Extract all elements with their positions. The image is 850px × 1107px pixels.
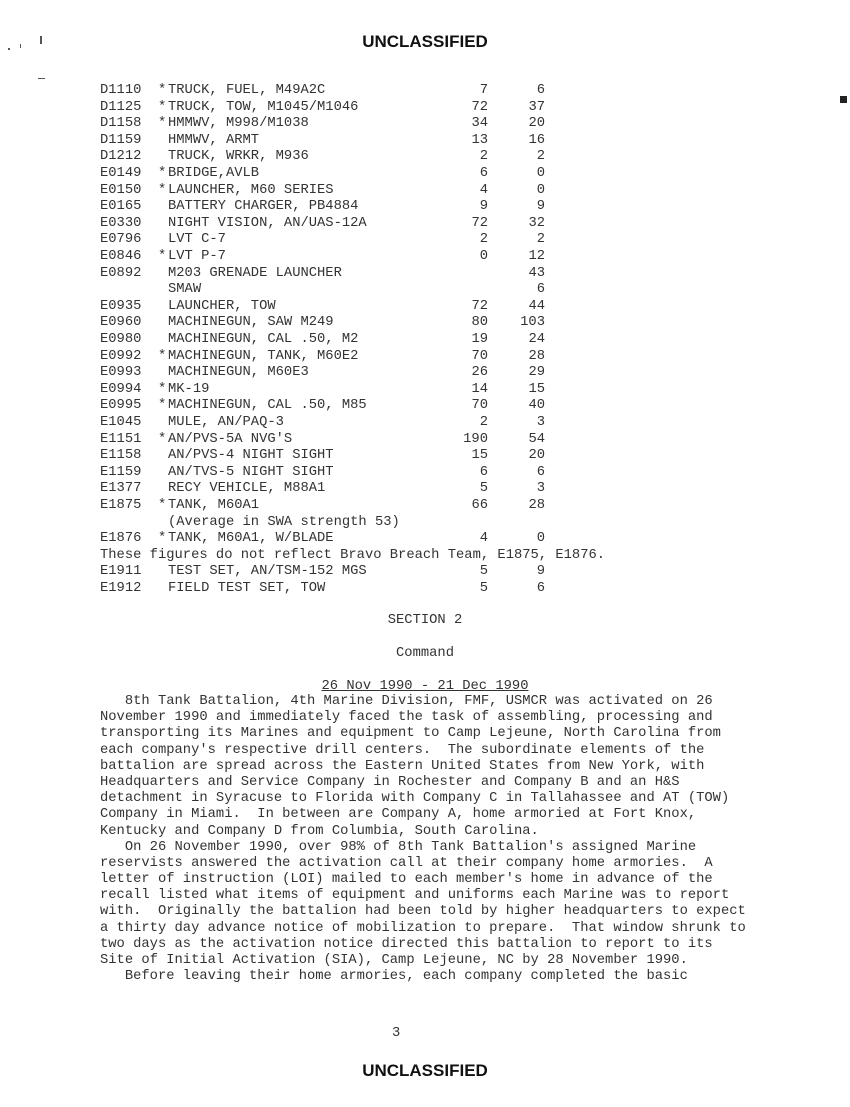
quantity-2: 20 (528, 116, 545, 132)
quantity-2: 6 (536, 83, 545, 98)
critical-marker: * (158, 398, 167, 414)
table-row (0, 249, 850, 265)
table-row (0, 398, 850, 414)
critical-marker: * (158, 498, 167, 513)
table-row (0, 83, 850, 99)
table-row (0, 282, 850, 298)
item-description: TRUCK, WRKR, M936 (168, 149, 309, 165)
item-description: RECY VEHICLE, M88A1 (168, 481, 326, 497)
table-row (0, 498, 850, 514)
table-row (0, 548, 850, 564)
item-description: MACHINEGUN, M60E3 (168, 365, 309, 381)
item-description: LAUNCHER, M60 SERIES (168, 182, 334, 198)
critical-marker: * (158, 348, 167, 364)
table-row (0, 232, 850, 248)
item-description: BRIDGE,AVLB (168, 166, 260, 181)
quantity-1: 7 (479, 83, 488, 98)
body-text (100, 694, 746, 985)
item-description: SMAW (168, 282, 202, 298)
item-description: TRUCK, FUEL, M49A2C (168, 83, 326, 98)
item-code: D1212 (100, 149, 142, 165)
table-row (0, 116, 850, 132)
quantity-1: 26 (471, 365, 488, 381)
critical-marker: * (158, 531, 167, 547)
critical-marker: * (158, 166, 167, 181)
body-line: Company in Miami. In between are Company A, home armoried at Fort Knox, (100, 807, 697, 823)
item-code: D1158 (100, 116, 142, 132)
quantity-2: 16 (528, 132, 545, 148)
quantity-1: 5 (479, 481, 488, 497)
body-line: November 1990 and immediately faced the task of assembling, processing and (100, 710, 713, 726)
classification-footer: UNCLASSIFIED (362, 1061, 488, 1080)
item-code: D1110 (100, 83, 142, 98)
table-row (0, 448, 850, 464)
date-range (0, 679, 850, 695)
quantity-1: 2 (479, 415, 488, 430)
quantity-1: 34 (471, 116, 488, 132)
item-code: E1159 (100, 464, 142, 480)
scan-speck (8, 48, 10, 50)
quantity-2: 9 (536, 564, 545, 580)
quantity-2: 40 (528, 398, 545, 414)
quantity-2: 12 (528, 249, 545, 264)
quantity-2: 54 (528, 431, 545, 447)
quantity-2: 0 (536, 531, 545, 547)
item-code: E0796 (100, 232, 142, 248)
quantity-1: 72 (471, 99, 488, 115)
section-subtitle: Command (396, 646, 454, 661)
table-row (0, 415, 850, 431)
table-row (0, 581, 850, 597)
item-description: AN/TVS-5 NIGHT SIGHT (168, 464, 334, 480)
item-description: MACHINEGUN, CAL .50, M2 (168, 332, 359, 347)
table-row (0, 100, 850, 116)
item-code: E1377 (100, 481, 142, 497)
quantity-2: 6 (536, 581, 545, 596)
quantity-1: 66 (471, 498, 488, 513)
item-code: E0980 (100, 332, 142, 347)
quantity-2: 44 (528, 298, 545, 314)
quantity-2: 103 (520, 315, 545, 331)
table-row (0, 382, 850, 398)
table-row (0, 199, 850, 215)
item-code: E0330 (100, 215, 142, 231)
table-row (0, 266, 850, 282)
body-line: with. Originally the battalion had been told by higher headquarters to expect (100, 904, 746, 920)
quantity-2: 15 (528, 381, 545, 397)
table-row (0, 315, 850, 331)
item-description: (Average in SWA strength 53) (168, 514, 400, 530)
quantity-1: 72 (471, 298, 488, 314)
quantity-2: 6 (536, 282, 545, 298)
table-row (0, 183, 850, 199)
quantity-1: 13 (471, 132, 488, 148)
quantity-1: 70 (471, 348, 488, 364)
critical-marker: * (158, 116, 167, 132)
quantity-1: 190 (463, 431, 488, 447)
body-line: detachment in Syracuse to Florida with Company C in Tallahassee and AT (TOW) (100, 791, 730, 807)
body-line: Site of Initial Activation (SIA), Camp Lejeune, NC by 28 November 1990. (100, 953, 688, 968)
item-code: E0165 (100, 199, 142, 215)
quantity-2: 9 (536, 199, 545, 215)
item-code: E1912 (100, 581, 142, 596)
item-description: LVT P-7 (168, 249, 226, 264)
critical-marker: * (158, 381, 167, 397)
body-line: On 26 November 1990, over 98% of 8th Tank Battalion's assigned Marine (100, 839, 697, 855)
quantity-1: 70 (471, 398, 488, 414)
item-code: E1045 (100, 415, 142, 430)
item-code: D1159 (100, 132, 142, 148)
body-line: Kentucky and Company D from Columbia, South Carolina. (100, 823, 539, 839)
quantity-1: 72 (471, 215, 488, 231)
critical-marker: * (158, 83, 167, 98)
table-row (0, 531, 850, 547)
item-code: E1911 (100, 564, 142, 580)
item-description: MACHINEGUN, CAL .50, M85 (168, 398, 367, 414)
item-description: MULE, AN/PAQ-3 (168, 415, 284, 430)
table-row (0, 465, 850, 481)
item-code: E0892 (100, 265, 142, 281)
quantity-1: 15 (471, 448, 488, 464)
quantity-1: 4 (479, 531, 488, 547)
item-code: D1125 (100, 99, 142, 115)
item-description: FIELD TEST SET, TOW (168, 581, 326, 596)
item-code: E0960 (100, 315, 142, 331)
item-code: E0995 (100, 398, 142, 414)
item-description: MACHINEGUN, TANK, M60E2 (168, 348, 359, 364)
item-description: AN/PVS-4 NIGHT SIGHT (168, 448, 334, 464)
table-row (0, 299, 850, 315)
item-code: E1876 (100, 531, 142, 547)
table-note: These figures do not reflect Bravo Breach Team, E1875, E1876. (100, 547, 606, 563)
body-line: letter of instruction (LOI) mailed to each member's home in advance of the (100, 872, 713, 888)
item-code: E0846 (100, 249, 142, 264)
body-line: a thirty day advance notice of mobilization to prepare. That window shrunk to (100, 920, 746, 936)
quantity-1: 4 (479, 182, 488, 198)
quantity-1: 6 (479, 166, 488, 181)
quantity-1: 2 (479, 232, 488, 248)
quantity-1: 19 (471, 332, 488, 347)
body-line: recall listed what items of equipment and uniforms each Marine was to report (100, 888, 730, 904)
quantity-1: 14 (471, 381, 488, 397)
table-row (0, 481, 850, 497)
item-description: HMMWV, M998/M1038 (168, 116, 309, 132)
item-description: LAUNCHER, TOW (168, 298, 276, 314)
item-description: NIGHT VISION, AN/UAS-12A (168, 215, 367, 231)
item-code: E1151 (100, 431, 142, 447)
quantity-1: 2 (479, 149, 488, 165)
body-line: two days as the activation notice directed this battalion to report to its (100, 936, 713, 952)
scan-speck (20, 44, 21, 48)
quantity-2: 2 (536, 232, 545, 248)
table-row (0, 349, 850, 365)
quantity-1: 5 (479, 564, 488, 580)
critical-marker: * (158, 99, 167, 115)
item-code: E0935 (100, 298, 142, 314)
page-number: 3 (392, 1026, 401, 1041)
quantity-1: 6 (479, 464, 488, 480)
quantity-2: 20 (528, 448, 545, 464)
item-description: TRUCK, TOW, M1045/M1046 (168, 99, 359, 115)
table-row (0, 166, 850, 182)
quantity-2: 3 (536, 415, 545, 430)
scan-speck (38, 78, 45, 79)
quantity-2: 3 (536, 481, 545, 497)
body-line: each company's respective drill centers. The subordinate elements of the (100, 742, 705, 758)
item-description: AN/PVS-5A NVG'S (168, 431, 293, 447)
scan-speck (40, 36, 42, 44)
critical-marker: * (158, 249, 167, 264)
item-code: E0993 (100, 365, 142, 381)
quantity-2: 2 (536, 149, 545, 165)
quantity-2: 43 (528, 265, 545, 281)
body-line: 8th Tank Battalion, 4th Marine Division, FMF, USMCR was activated on 26 (100, 694, 713, 709)
quantity-2: 32 (528, 215, 545, 231)
date-range-text: 26 Nov 1990 - 21 Dec 1990 (321, 679, 529, 694)
item-code: E1875 (100, 498, 142, 513)
quantity-2: 29 (528, 365, 545, 381)
item-description: HMMWV, ARMT (168, 132, 260, 148)
body-line: reservists answered the activation call at their company home armories. A (100, 855, 713, 871)
item-description: TANK, M60A1 (168, 498, 260, 513)
quantity-2: 0 (536, 166, 545, 181)
quantity-1: 5 (479, 581, 488, 596)
critical-marker: * (158, 182, 167, 198)
table-row (0, 149, 850, 165)
critical-marker: * (158, 431, 167, 447)
quantity-2: 0 (536, 182, 545, 198)
item-description: LVT C-7 (168, 232, 226, 248)
item-description: BATTERY CHARGER, PB4884 (168, 199, 359, 215)
table-row (0, 515, 850, 531)
item-code: E0150 (100, 182, 142, 198)
table-row (0, 432, 850, 448)
table-row (0, 564, 850, 580)
body-line: transporting its Marines and equipment to Camp Lejeune, North Carolina from (100, 726, 721, 742)
table-row (0, 133, 850, 149)
quantity-2: 28 (528, 348, 545, 364)
quantity-2: 28 (528, 498, 545, 513)
body-line: battalion are spread across the Eastern United States from New York, with (100, 758, 705, 774)
body-line: Before leaving their home armories, each company completed the basic (100, 969, 688, 985)
item-code: E1158 (100, 448, 142, 464)
table-row (0, 365, 850, 381)
quantity-2: 6 (536, 464, 545, 480)
item-code: E0994 (100, 381, 142, 397)
item-code: E0992 (100, 348, 142, 364)
item-description: M203 GRENADE LAUNCHER (168, 265, 342, 281)
body-line: Headquarters and Service Company in Rochester and Company B and an H&S (100, 774, 680, 790)
item-description: TEST SET, AN/TSM-152 MGS (168, 564, 367, 580)
quantity-1: 80 (471, 315, 488, 331)
table-row (0, 332, 850, 348)
quantity-2: 37 (528, 99, 545, 115)
quantity-1: 0 (479, 249, 488, 264)
item-description: TANK, M60A1, W/BLADE (168, 531, 334, 547)
section-title: SECTION 2 (387, 613, 463, 628)
table-row (0, 216, 850, 232)
item-code: E0149 (100, 166, 142, 181)
quantity-1: 9 (479, 199, 488, 215)
item-description: MK-19 (168, 381, 210, 397)
item-description: MACHINEGUN, SAW M249 (168, 315, 334, 331)
quantity-2: 24 (528, 332, 545, 347)
classification-header: UNCLASSIFIED (362, 32, 488, 51)
